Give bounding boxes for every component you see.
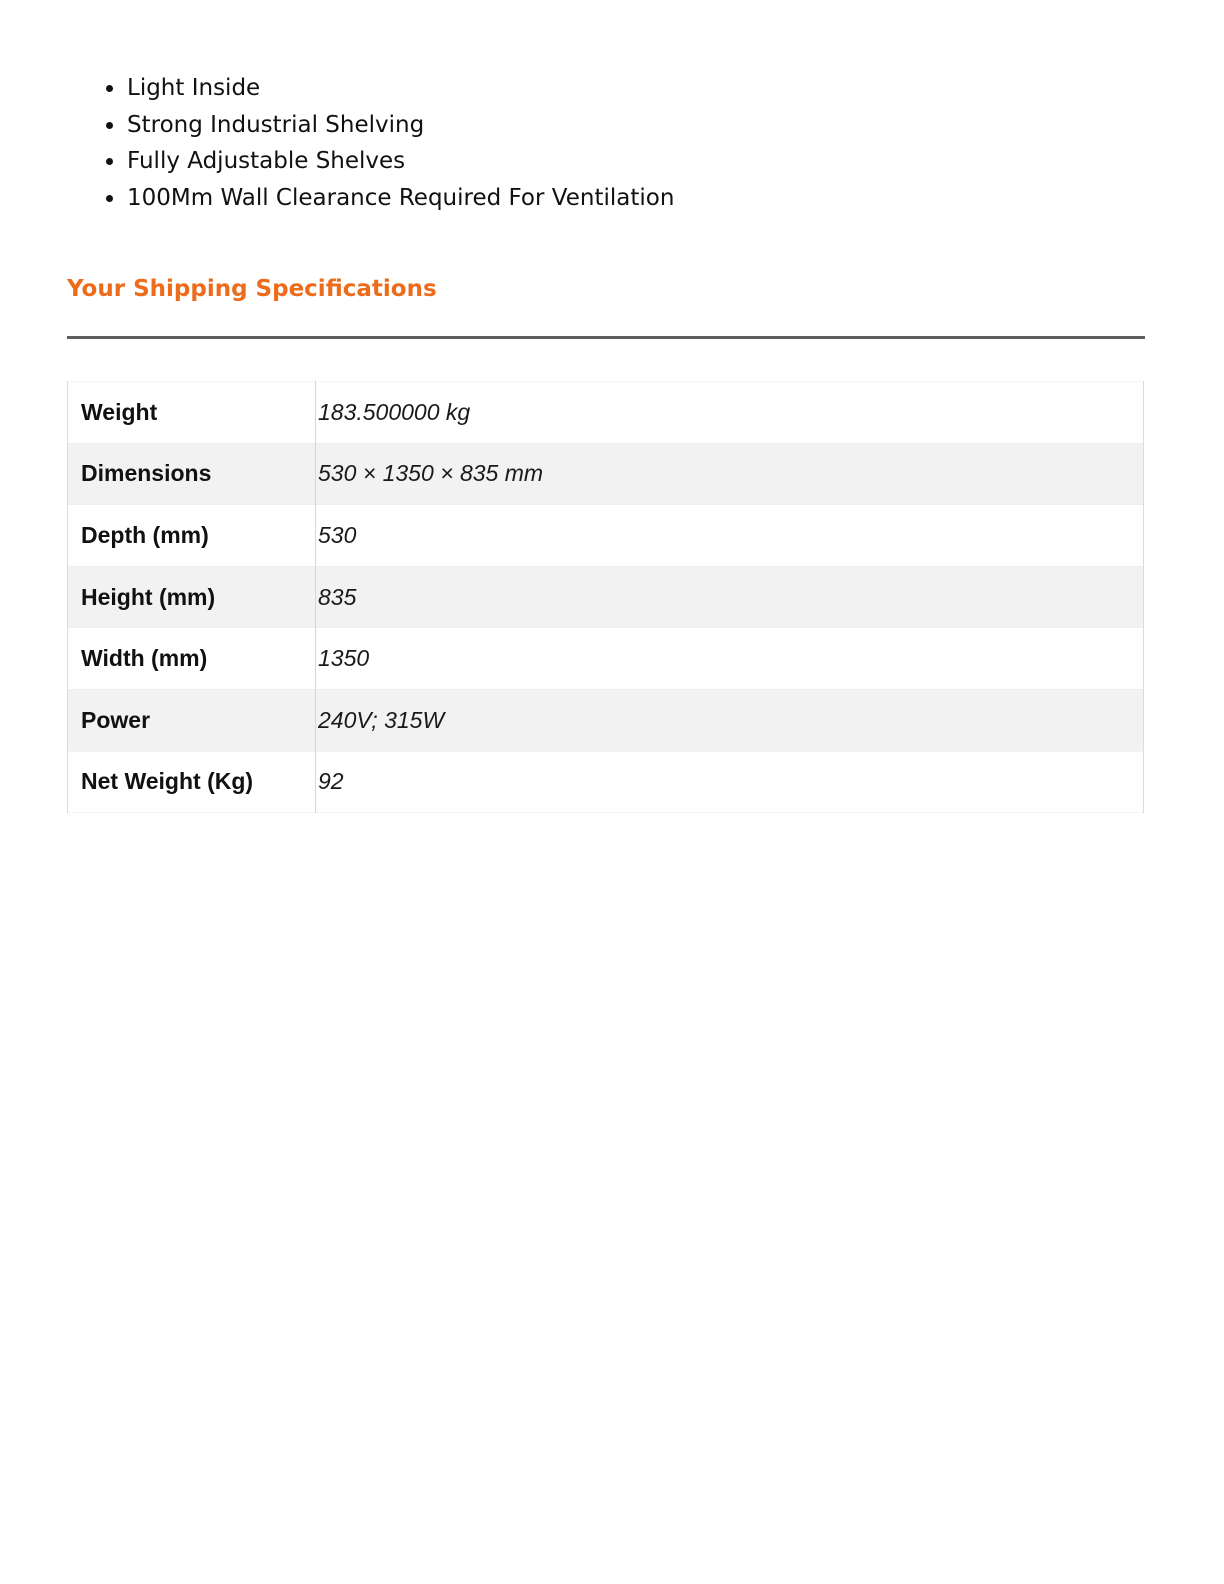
feature-text: Fully Adjustable Shelves xyxy=(127,148,406,174)
bullet-icon xyxy=(106,85,113,92)
bullet-icon xyxy=(106,122,113,129)
list-item xyxy=(127,70,674,107)
feature-text: Light Inside xyxy=(127,75,261,101)
spec-value: 240V; 315W xyxy=(316,689,1144,751)
table-row xyxy=(68,443,1144,505)
spec-label: Weight xyxy=(68,382,316,444)
table-row xyxy=(68,628,1144,690)
feature-text: 100Mm Wall Clearance Required For Ventilation xyxy=(127,184,675,211)
spec-label: Net Weight (Kg) xyxy=(68,751,316,813)
feature-list xyxy=(0,70,674,216)
spec-value: 835 xyxy=(316,566,1144,628)
spec-value: 183.500000 kg xyxy=(316,382,1144,444)
table-row xyxy=(68,382,1144,444)
spec-value: 1350 xyxy=(316,628,1144,690)
spec-value: 530 × 1350 × 835 mm xyxy=(316,443,1144,505)
spec-label: Power xyxy=(68,689,316,751)
spec-label: Width (mm) xyxy=(68,628,316,690)
bullet-icon xyxy=(106,195,113,202)
spec-value: 530 xyxy=(316,505,1144,567)
shipping-spec-table xyxy=(67,381,1144,813)
list-item xyxy=(127,143,674,180)
feature-text: Strong Industrial Shelving xyxy=(127,111,425,138)
table-row xyxy=(68,689,1144,751)
bullet-icon xyxy=(106,158,113,165)
spec-value: 92 xyxy=(316,751,1144,813)
spec-label: Depth (mm) xyxy=(68,505,316,567)
divider xyxy=(67,336,1145,339)
table-row xyxy=(68,505,1144,567)
spec-label: Dimensions xyxy=(68,443,316,505)
spec-label: Height (mm) xyxy=(68,566,316,628)
section-title: Your Shipping Specifications xyxy=(67,276,437,302)
list-item xyxy=(127,107,674,144)
table-row xyxy=(68,566,1144,628)
table-row xyxy=(68,751,1144,813)
list-item xyxy=(127,180,674,217)
